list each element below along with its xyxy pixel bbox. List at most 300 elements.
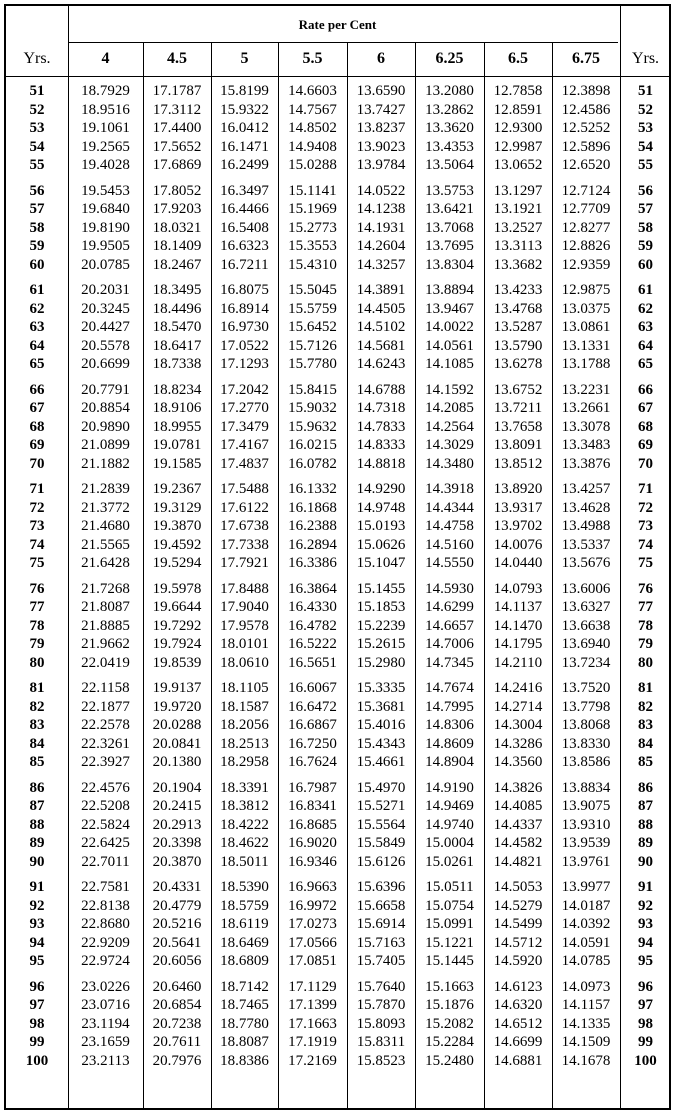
rate-value-cell: 14.5160 <box>425 536 474 553</box>
year-cell: 58 <box>638 219 653 236</box>
rate-value-cell: 18.9516 <box>81 101 130 118</box>
table-row <box>6 318 669 336</box>
rate-value-cell: 17.7338 <box>220 536 269 553</box>
year-cell: 64 <box>638 337 653 354</box>
rate-value-cell: 13.0375 <box>561 300 611 317</box>
rate-value-cell: 13.4988 <box>561 518 611 534</box>
rate-value-cell: 19.9505 <box>81 238 130 254</box>
rate-value-cell: 14.2416 <box>493 680 543 696</box>
year-cell: 79 <box>29 636 45 652</box>
rate-value-cell: 14.2564 <box>425 418 474 435</box>
year-cell: 71 <box>638 481 653 497</box>
rate-value-cell: 13.9761 <box>561 853 611 870</box>
table-row <box>6 300 669 318</box>
year-cell: 56 <box>29 182 45 199</box>
table-row <box>6 536 669 554</box>
rate-value-cell: 15.0626 <box>356 536 406 553</box>
table-row <box>6 1033 669 1051</box>
rate-value-cell: 18.8087 <box>220 1034 269 1050</box>
rate-value-cell: 20.5578 <box>81 337 130 354</box>
rate-value-cell: 16.6472 <box>288 698 337 715</box>
years-column-header: Yrs. <box>631 50 660 67</box>
table-row <box>6 480 669 498</box>
year-cell: 97 <box>638 997 653 1013</box>
rate-value-cell: 18.4622 <box>220 835 269 851</box>
year-cell: 79 <box>638 636 653 652</box>
rate-value-cell: 13.8894 <box>425 282 474 298</box>
year-cell: 58 <box>29 219 45 236</box>
rate-column-header: 6 <box>377 50 385 67</box>
rate-value-cell: 20.2415 <box>152 798 202 814</box>
rate-value-cell: 23.1659 <box>81 1034 130 1050</box>
rate-value-cell: 14.4821 <box>493 853 543 870</box>
rate-value-cell: 14.6243 <box>356 356 406 372</box>
rate-value-cell: 15.2773 <box>288 219 337 236</box>
rate-value-cell: 13.4628 <box>561 499 611 516</box>
rate-value-cell: 12.9875 <box>561 282 611 298</box>
rate-value-cell: 21.6428 <box>81 555 130 571</box>
rate-value-cell: 14.4344 <box>425 499 474 516</box>
rate-value-cell: 14.7318 <box>356 400 406 416</box>
rate-value-cell: 16.3386 <box>288 555 337 571</box>
year-cell: 51 <box>29 83 45 99</box>
rate-value-cell: 21.0899 <box>81 437 130 453</box>
rate-value-cell: 15.8523 <box>356 1052 406 1069</box>
year-cell: 63 <box>638 319 653 335</box>
rate-value-cell: 14.4758 <box>425 518 474 534</box>
rate-value-cell: 15.8415 <box>288 381 337 398</box>
year-cell: 84 <box>638 735 653 752</box>
year-cell: 92 <box>638 897 653 914</box>
year-cell: 61 <box>638 282 653 298</box>
table-row <box>6 517 669 535</box>
rate-value-cell: 13.3113 <box>493 238 543 254</box>
table-row <box>6 698 669 716</box>
rate-value-cell: 22.1877 <box>81 698 130 715</box>
year-cell: 73 <box>29 518 45 534</box>
rate-value-cell: 18.8234 <box>152 381 202 398</box>
rate-value-cell: 15.3681 <box>356 698 406 715</box>
year-cell: 83 <box>638 717 653 733</box>
rate-value-cell: 18.9955 <box>152 418 202 435</box>
rate-value-cell: 14.4505 <box>356 300 406 317</box>
rate-value-cell: 16.9730 <box>220 319 269 335</box>
rate-value-cell: 14.0793 <box>493 580 543 597</box>
table-row <box>6 779 669 797</box>
year-cell: 55 <box>29 157 45 173</box>
rate-value-cell: 13.5337 <box>561 536 611 553</box>
year-cell: 62 <box>29 300 45 317</box>
rate-value-cell: 13.5790 <box>493 337 543 354</box>
year-cell: 72 <box>29 499 45 516</box>
rate-value-cell: 15.1141 <box>288 182 337 199</box>
table-row <box>6 355 669 373</box>
rate-value-cell: 22.8138 <box>81 897 130 914</box>
rate-value-cell: 15.2480 <box>425 1052 474 1069</box>
year-cell: 92 <box>29 897 45 914</box>
year-cell: 54 <box>29 138 45 155</box>
rate-value-cell: 14.6699 <box>493 1034 543 1050</box>
rate-value-cell: 13.9702 <box>493 518 543 534</box>
year-cell: 72 <box>638 499 653 516</box>
rate-value-cell: 19.7924 <box>152 636 202 652</box>
rate-value-cell: 13.0861 <box>561 319 611 335</box>
rate-table-page <box>4 4 671 1110</box>
rate-value-cell: 14.7567 <box>288 101 337 118</box>
rate-value-cell: 20.7611 <box>152 1034 202 1050</box>
rate-value-cell: 16.5408 <box>220 219 269 236</box>
rate-value-cell: 18.5470 <box>152 319 202 335</box>
year-cell: 65 <box>638 356 653 372</box>
rate-value-cell: 14.7674 <box>425 680 474 696</box>
rate-value-cell: 15.1047 <box>356 555 406 571</box>
year-cell: 90 <box>638 853 653 870</box>
table-row <box>6 237 669 255</box>
rate-value-cell: 13.7427 <box>356 101 406 118</box>
rate-value-cell: 18.5390 <box>220 879 269 895</box>
rate-value-cell: 15.5271 <box>356 798 406 814</box>
year-cell: 60 <box>29 256 45 273</box>
table-row <box>6 635 669 653</box>
rate-value-cell: 18.5011 <box>220 853 269 870</box>
rate-value-cell: 16.4466 <box>220 201 269 217</box>
rate-value-cell: 15.1663 <box>425 978 474 995</box>
rate-value-cell: 16.7250 <box>288 735 337 752</box>
year-cell: 81 <box>638 680 653 696</box>
table-row <box>6 897 669 915</box>
rate-value-cell: 20.1904 <box>152 779 202 796</box>
rate-value-cell: 15.5564 <box>356 816 406 833</box>
year-cell: 73 <box>638 518 653 534</box>
rate-value-cell: 13.6327 <box>561 599 611 615</box>
rate-value-cell: 15.5759 <box>288 300 337 317</box>
rate-value-cell: 16.7987 <box>288 779 337 796</box>
table-row <box>6 978 669 996</box>
rate-value-cell: 17.5488 <box>220 481 269 497</box>
rate-value-cell: 14.8904 <box>425 754 474 770</box>
year-cell: 63 <box>29 319 45 335</box>
rate-value-cell: 20.6056 <box>152 953 202 969</box>
rate-value-cell: 17.3112 <box>152 101 202 118</box>
rate-value-cell: 15.0261 <box>425 853 474 870</box>
rate-value-cell: 19.2367 <box>152 481 202 497</box>
rate-value-cell: 15.4661 <box>356 754 406 770</box>
rate-value-cell: 17.7921 <box>220 555 269 571</box>
rate-value-cell: 14.6299 <box>425 599 474 615</box>
rate-value-cell: 21.4680 <box>81 518 130 534</box>
rate-value-cell: 13.6006 <box>561 580 611 597</box>
table-row <box>6 182 669 200</box>
table-row <box>6 617 669 635</box>
rate-value-cell: 17.4400 <box>152 120 202 136</box>
rate-value-cell: 12.8277 <box>561 219 611 236</box>
rate-value-cell: 15.8199 <box>220 83 269 99</box>
year-cell: 93 <box>638 916 653 932</box>
year-cell: 100 <box>25 1052 49 1069</box>
year-cell: 98 <box>638 1015 653 1032</box>
rate-value-cell: 13.3876 <box>561 455 611 472</box>
rate-value-cell: 19.6644 <box>152 599 202 615</box>
rate-value-cell: 15.0193 <box>356 518 406 534</box>
rate-value-cell: 17.6869 <box>152 157 202 173</box>
rate-value-cell: 14.1085 <box>425 356 474 372</box>
rate-value-cell: 14.3891 <box>356 282 406 298</box>
table-row <box>6 853 669 871</box>
rate-value-cell: 12.6520 <box>561 157 611 173</box>
rate-value-cell: 14.0022 <box>425 319 474 335</box>
rate-value-cell: 14.9190 <box>425 779 474 796</box>
rate-value-cell: 13.3483 <box>561 437 611 453</box>
rate-value-cell: 17.6738 <box>220 518 269 534</box>
rate-value-cell: 18.1587 <box>220 698 269 715</box>
rate-value-cell: 15.8093 <box>356 1015 406 1032</box>
year-cell: 96 <box>29 978 45 995</box>
rate-value-cell: 21.8087 <box>81 599 130 615</box>
rate-value-cell: 13.7695 <box>425 238 474 254</box>
rate-value-cell: 16.9020 <box>288 835 337 851</box>
rate-value-cell: 16.0782 <box>288 455 337 472</box>
table-row <box>6 281 669 299</box>
rate-value-cell: 19.3129 <box>152 499 202 516</box>
table-row <box>6 82 669 100</box>
rate-value-cell: 12.9987 <box>493 138 543 155</box>
rate-value-cell: 13.4768 <box>493 300 543 317</box>
year-cell: 67 <box>638 400 653 416</box>
year-cell: 94 <box>638 934 653 951</box>
rate-value-cell: 17.1787 <box>152 83 202 99</box>
year-cell: 90 <box>29 853 45 870</box>
rate-value-cell: 13.2080 <box>425 83 474 99</box>
rate-value-cell: 13.4233 <box>493 282 543 298</box>
year-cell: 85 <box>29 754 45 770</box>
table-row <box>6 934 669 952</box>
rate-column-header: 6.5 <box>508 50 528 67</box>
rate-value-cell: 20.8854 <box>81 400 130 416</box>
rate-value-cell: 20.6699 <box>81 356 130 372</box>
rate-value-cell: 20.7238 <box>152 1015 202 1032</box>
rate-value-cell: 16.7211 <box>220 256 269 273</box>
rate-value-cell: 13.8304 <box>425 256 474 273</box>
rate-value-cell: 16.4782 <box>288 617 337 634</box>
rate-value-cell: 14.3004 <box>493 717 543 733</box>
table-row <box>6 554 669 572</box>
rate-value-cell: 13.1331 <box>561 337 611 354</box>
rate-value-cell: 17.1293 <box>220 356 269 372</box>
year-cell: 81 <box>29 680 45 696</box>
row-divider <box>6 76 669 77</box>
rate-value-cell: 15.2615 <box>356 636 406 652</box>
rate-value-cell: 20.1380 <box>152 754 202 770</box>
year-cell: 51 <box>638 83 653 99</box>
year-cell: 89 <box>638 835 653 851</box>
rate-value-cell: 18.3391 <box>220 779 269 796</box>
year-cell: 53 <box>638 120 653 136</box>
rate-value-cell: 21.5565 <box>81 536 130 553</box>
year-cell: 80 <box>638 654 653 671</box>
table-caption: Rate per Cent <box>298 17 377 32</box>
rate-value-cell: 20.7791 <box>81 381 130 398</box>
table-row <box>6 816 669 834</box>
rate-value-cell: 13.8330 <box>561 735 611 752</box>
table-row <box>6 256 669 274</box>
year-cell: 82 <box>638 698 653 715</box>
rate-value-cell: 13.9317 <box>493 499 543 516</box>
rate-value-cell: 19.4028 <box>81 157 130 173</box>
rate-value-cell: 13.7211 <box>493 400 543 416</box>
rate-value-cell: 20.5641 <box>152 934 202 951</box>
rate-value-cell: 15.6658 <box>356 897 406 914</box>
rate-value-cell: 23.2113 <box>81 1052 130 1069</box>
year-cell: 52 <box>29 101 45 118</box>
table-row <box>6 598 669 616</box>
rate-value-cell: 20.2913 <box>152 816 202 833</box>
rate-value-cell: 14.1335 <box>561 1015 611 1032</box>
year-cell: 76 <box>638 580 653 597</box>
rate-value-cell: 21.8885 <box>81 617 130 634</box>
rate-value-cell: 16.1332 <box>288 481 337 497</box>
rate-value-cell: 19.0781 <box>152 437 202 453</box>
year-cell: 66 <box>29 381 45 398</box>
rate-value-cell: 13.6590 <box>356 83 406 99</box>
rate-value-cell: 13.2862 <box>425 101 474 118</box>
year-cell: 87 <box>29 798 45 814</box>
rate-value-cell: 20.6460 <box>152 978 202 995</box>
rate-value-cell: 14.4085 <box>493 798 543 814</box>
rate-value-cell: 18.6119 <box>220 916 269 932</box>
rate-value-cell: 12.9300 <box>493 120 543 136</box>
rate-value-cell: 14.5499 <box>493 916 543 932</box>
rate-value-cell: 17.0851 <box>288 953 337 969</box>
table-row <box>6 952 669 970</box>
rate-value-cell: 14.6881 <box>493 1052 543 1069</box>
table-row <box>6 337 669 355</box>
year-cell: 66 <box>638 381 653 398</box>
rate-value-cell: 14.5053 <box>493 879 543 895</box>
rate-value-cell: 15.3335 <box>356 680 406 696</box>
year-cell: 55 <box>638 157 653 173</box>
rate-value-cell: 14.6320 <box>493 997 543 1013</box>
rate-value-cell: 15.5045 <box>288 282 337 298</box>
year-cell: 88 <box>638 816 653 833</box>
rate-value-cell: 19.1061 <box>81 120 130 136</box>
rate-value-cell: 14.8502 <box>288 120 337 136</box>
rate-value-cell: 17.8488 <box>220 580 269 597</box>
rate-value-cell: 15.4016 <box>356 717 406 733</box>
rate-value-cell: 14.7006 <box>425 636 474 652</box>
rate-value-cell: 22.3927 <box>81 754 130 770</box>
year-cell: 80 <box>29 654 45 671</box>
rate-value-cell: 21.9662 <box>81 636 130 652</box>
rate-value-cell: 18.6417 <box>152 337 202 354</box>
rate-value-cell: 16.9972 <box>288 897 337 914</box>
rate-value-cell: 16.4330 <box>288 599 337 615</box>
rate-value-cell: 14.1470 <box>493 617 543 634</box>
rate-value-cell: 14.3826 <box>493 779 543 796</box>
rate-value-cell: 14.2714 <box>493 698 543 715</box>
rate-value-cell: 13.8512 <box>493 455 543 472</box>
rate-value-cell: 18.5759 <box>220 897 269 914</box>
rate-value-cell: 15.2239 <box>356 617 406 634</box>
rate-value-cell: 17.1919 <box>288 1034 337 1050</box>
rate-value-cell: 16.2388 <box>288 518 337 534</box>
table-row <box>6 101 669 119</box>
table-row <box>6 138 669 156</box>
rate-value-cell: 23.1194 <box>81 1015 130 1032</box>
rate-value-cell: 19.6840 <box>81 201 130 217</box>
rate-value-cell: 14.6657 <box>425 617 474 634</box>
table-row <box>6 1015 669 1033</box>
rate-value-cell: 22.9724 <box>81 953 130 969</box>
rate-value-cell: 13.7520 <box>561 680 611 696</box>
rate-value-cell: 21.3772 <box>81 499 130 516</box>
rate-value-cell: 16.6067 <box>288 680 337 696</box>
rate-value-cell: 20.3870 <box>152 853 202 870</box>
rate-value-cell: 13.0652 <box>493 157 543 173</box>
table-row <box>6 156 669 174</box>
rate-value-cell: 15.0754 <box>425 897 474 914</box>
rate-value-cell: 18.0101 <box>220 636 269 652</box>
rate-value-cell: 14.6603 <box>288 83 337 99</box>
row-divider <box>68 42 618 43</box>
rate-value-cell: 19.8539 <box>152 654 202 671</box>
rate-value-cell: 19.3870 <box>152 518 202 534</box>
rate-value-cell: 22.5824 <box>81 816 130 833</box>
rate-value-cell: 19.9137 <box>152 680 202 696</box>
table-row <box>6 735 669 753</box>
year-cell: 82 <box>29 698 45 715</box>
table-row <box>6 580 669 598</box>
rate-value-cell: 12.7709 <box>561 201 611 217</box>
table-row <box>6 797 669 815</box>
rate-value-cell: 13.8586 <box>561 754 611 770</box>
rate-value-cell: 14.1678 <box>561 1052 611 1069</box>
rate-value-cell: 18.3495 <box>152 282 202 298</box>
rate-value-cell: 13.7798 <box>561 698 611 715</box>
rate-value-cell: 18.4222 <box>220 816 269 833</box>
rate-value-cell: 13.3078 <box>561 418 611 435</box>
year-cell: 96 <box>638 978 653 995</box>
rate-value-cell: 13.6421 <box>425 201 474 217</box>
rate-value-cell: 16.8341 <box>288 798 337 814</box>
rate-value-cell: 16.8914 <box>220 300 269 317</box>
rate-value-cell: 13.7234 <box>561 654 611 671</box>
rate-value-cell: 20.6854 <box>152 997 202 1013</box>
rate-value-cell: 14.8818 <box>356 455 406 472</box>
rate-value-cell: 22.3261 <box>81 735 130 752</box>
rate-value-cell: 14.3560 <box>493 754 543 770</box>
rate-value-cell: 13.7068 <box>425 219 474 236</box>
rate-value-cell: 14.3480 <box>425 455 474 472</box>
rate-value-cell: 14.2604 <box>356 238 406 254</box>
rate-value-cell: 13.6638 <box>561 617 611 634</box>
rate-value-cell: 13.2527 <box>493 219 543 236</box>
rate-value-cell: 14.7833 <box>356 418 406 435</box>
rate-value-cell: 14.0187 <box>561 897 611 914</box>
rate-value-cell: 15.6126 <box>356 853 406 870</box>
rate-value-cell: 16.3864 <box>288 580 337 597</box>
table-row <box>6 436 669 454</box>
rate-value-cell: 14.1509 <box>561 1034 611 1050</box>
rate-value-cell: 22.2578 <box>81 717 130 733</box>
rate-value-cell: 15.7870 <box>356 997 406 1013</box>
rate-value-cell: 18.7780 <box>220 1015 269 1032</box>
year-cell: 56 <box>638 182 653 199</box>
rate-column-header: 4 <box>101 50 110 67</box>
rate-value-cell: 15.5849 <box>356 835 406 851</box>
rate-value-cell: 22.7011 <box>81 853 130 870</box>
rate-value-cell: 17.8052 <box>152 182 202 199</box>
rate-value-cell: 12.5896 <box>561 138 611 155</box>
